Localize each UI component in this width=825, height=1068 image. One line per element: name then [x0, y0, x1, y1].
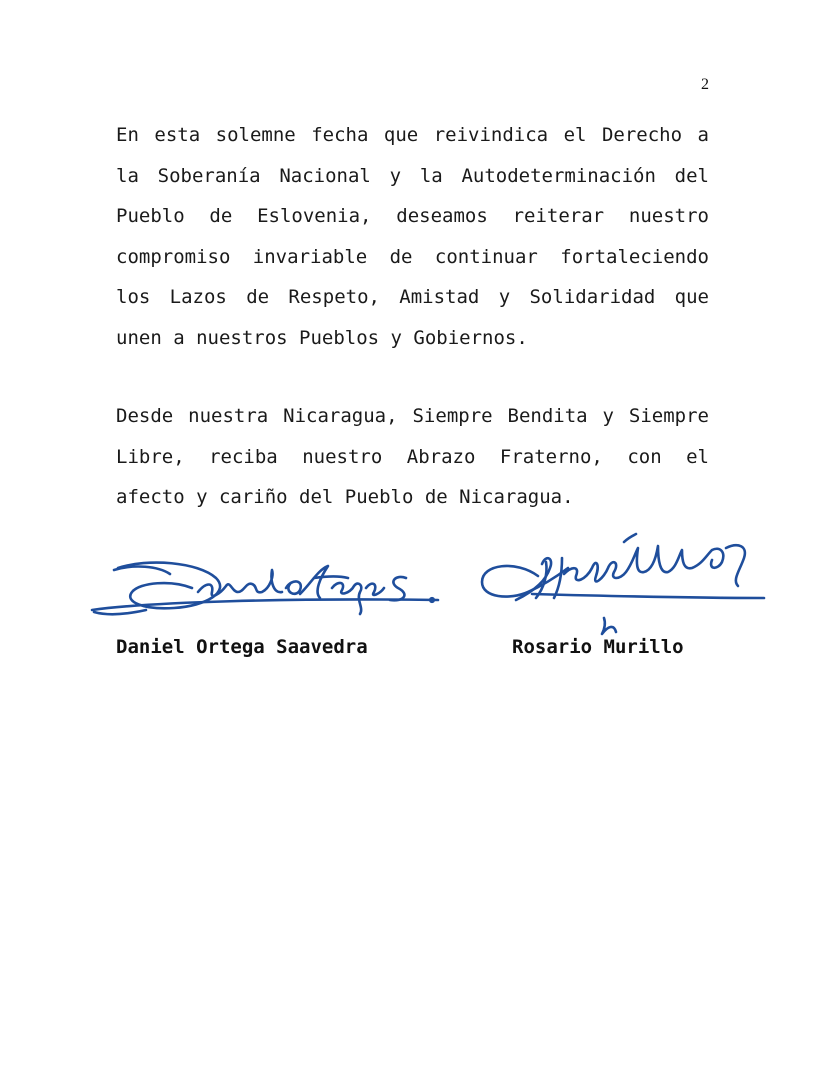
signature-murillo [476, 528, 768, 638]
paragraph-1 [116, 115, 709, 358]
signatory-name-ortega: Daniel Ortega Saavedra [116, 636, 368, 658]
paragraph-line: Desde nuestra Nicaragua, Siempre Bendita y Siempre [116, 405, 709, 427]
paragraph-line: la Soberanía Nacional y la Autodeterminación del [116, 164, 709, 187]
paragraph-line: Pueblo de Eslovenia, deseamos reiterar nuestro [116, 205, 709, 227]
signatory-name-murillo: Rosario Murillo [512, 636, 684, 658]
paragraph-2 [116, 396, 709, 518]
paragraph-line: unen a nuestros Pueblos y Gobiernos. [116, 326, 528, 349]
paragraph-line: En esta solemne fecha que reivindica el Derecho a [116, 124, 709, 146]
paragraph-line: afecto y cariño del Pueblo de Nicaragua. [116, 486, 574, 508]
paragraph-line: compromiso invariable de continuar fortaleciendo [116, 245, 709, 268]
paragraph-line: los Lazos de Respeto, Amistad y Solidaridad que [116, 286, 709, 308]
page-number: 2 [701, 76, 709, 93]
signature-ortega [88, 548, 440, 623]
paragraph-line: Libre, reciba nuestro Abrazo Fraterno, con el [116, 445, 709, 468]
